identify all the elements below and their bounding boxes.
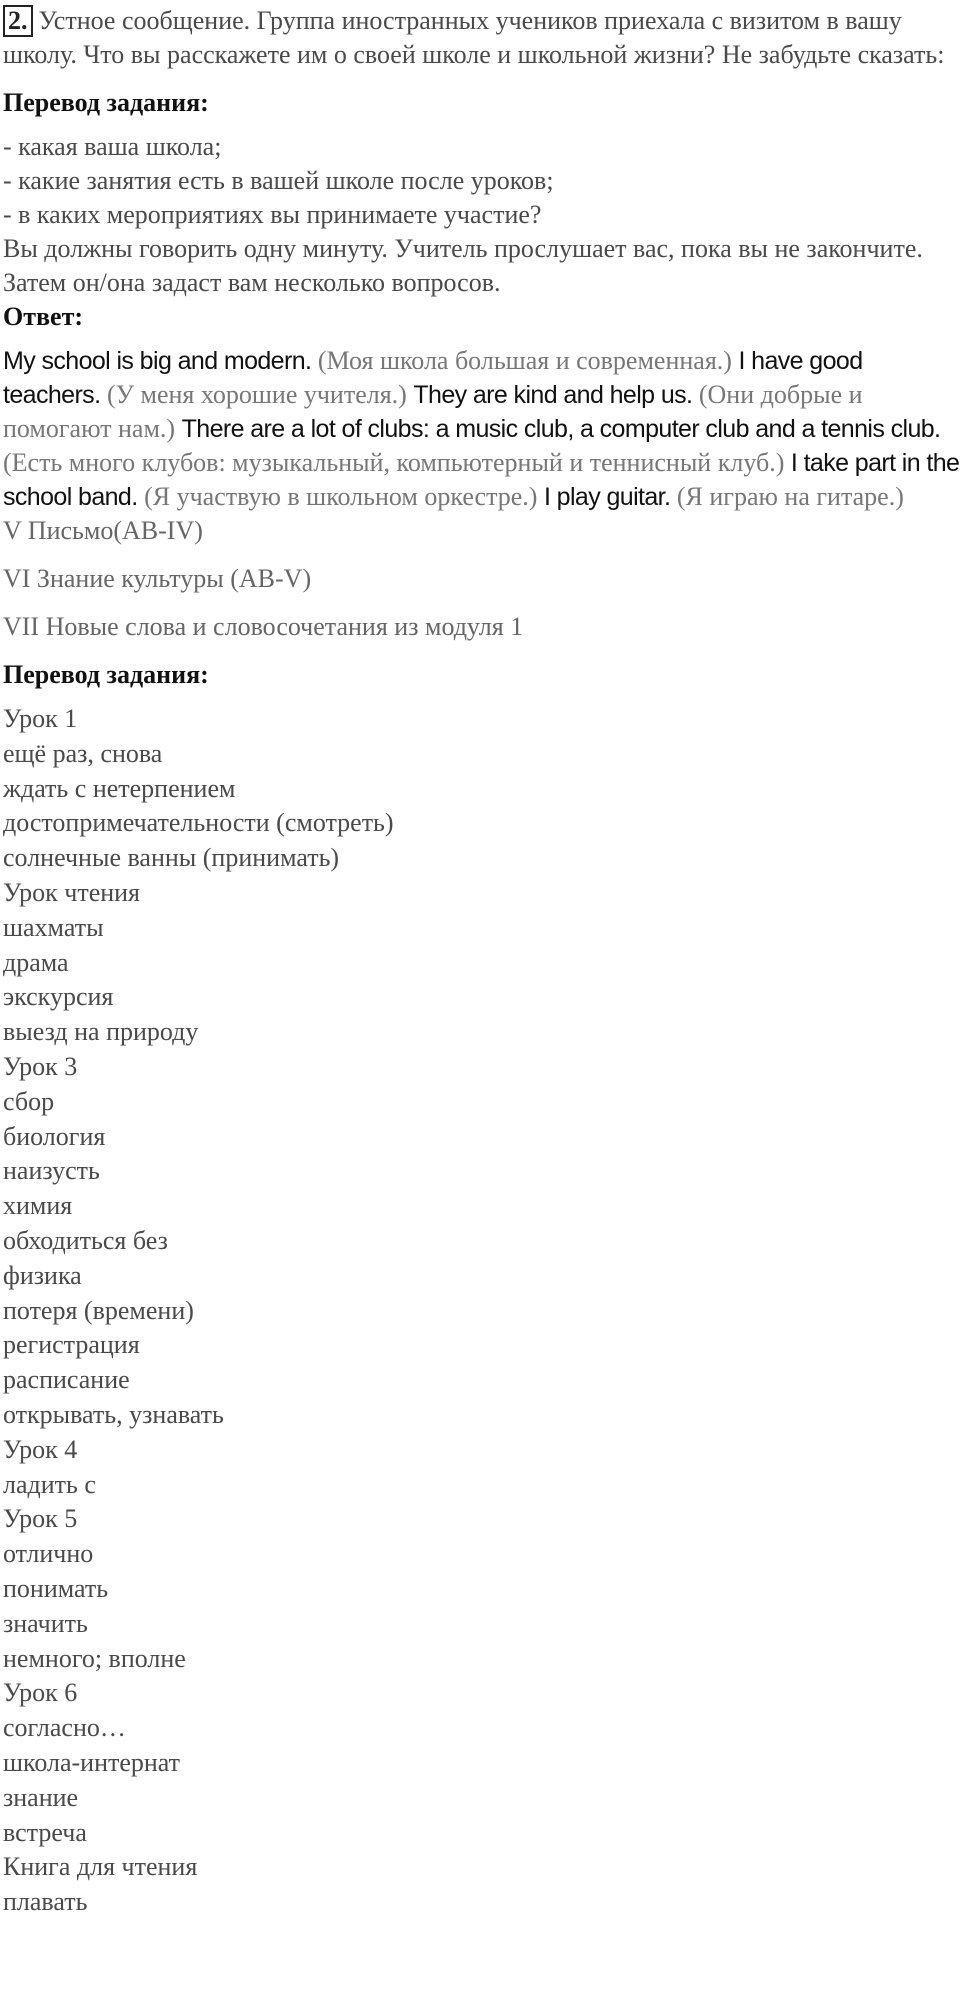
word-list-item: ладить с [3,1469,96,1499]
word-list-item: Урок 4 [3,1434,78,1464]
word-list-item: химия [3,1191,73,1221]
translation-heading-2: Перевод задания: [3,660,209,689]
word-list-item: отлично [3,1539,94,1569]
word-list-item: встреча [3,1817,87,1847]
word-list-item: выезд на природу [3,1017,199,1047]
word-list-item: экскурсия [3,982,114,1012]
section-vocabulary: VII Новые слова и словосочетания из модуля 1 [3,612,524,641]
word-list-item: значить [3,1608,88,1638]
answer-sentence-en: I play guitar. [543,483,671,511]
word-list-item: знание [3,1782,79,1812]
word-list-item: Книга для чтения [3,1852,198,1882]
answer-sentence-en: There are a lot of clubs: a music club, a computer club and a tennis club. [181,415,941,443]
answer-sentence-ru: (Я участвую в школьном оркестре.) [144,482,538,511]
word-list-item: регистрация [3,1330,140,1360]
task-instructions: Вы должны говорить одну минуту. Учитель прослушает вас, пока вы не закончите. Затем он/она задаст вам несколько вопросов. [3,234,923,297]
answer-sentence-en: They are kind and help us. [413,381,693,409]
section-culture: VI Знание культуры (AB-V) [3,564,312,593]
word-list-item: понимать [3,1573,109,1603]
word-list-item: плавать [3,1887,88,1917]
word-list-item: Урок 6 [3,1678,78,1708]
answer-sentence-en: My school is big and modern. [3,347,312,375]
answer-heading: Ответ: [3,302,84,331]
task-intro [3,4,960,72]
word-list-item: потеря (времени) [3,1295,194,1325]
word-list-item: биология [3,1121,106,1151]
word-list-item: расписание [3,1365,130,1395]
answer-sentence-ru: (Они добрые и помогают нам.) [3,380,863,443]
word-list-item: солнечные ванны (принимать) [3,843,340,873]
answer-sentence-ru: (Есть много клубов: музыкальный, компьютерный и теннисный клуб.) [3,448,785,477]
answer-text [3,344,960,514]
word-list-item: шахматы [3,912,104,942]
word-list-item: обходиться без [3,1225,168,1255]
answer-sentence-ru: (Я играю на гитаре.) [676,482,904,511]
word-list-item: ещё раз, снова [3,738,163,768]
answer-sentence-en: I have good teachers. [3,347,863,409]
word-list-item: немного; вполне [3,1643,186,1673]
word-list-item: сбор [3,1086,55,1116]
answer-sentence-en: I take part in the school band. [3,449,960,511]
word-list-item: согласно… [3,1713,126,1743]
task-point: - какая ваша школа; [3,132,222,161]
task-point: - какие занятия есть в вашей школе после уроков; [3,166,554,195]
word-list-item: Урок чтения [3,877,141,907]
section-writing: V Письмо(AB-IV) [3,516,203,545]
word-list-item: Урок 3 [3,1051,78,1081]
word-list-item: ждать с нетерпением [3,773,236,803]
word-list-item: Урок 1 [3,704,78,733]
task-intro-text: Устное сообщение. Группа иностранных учеников приехала с визитом в вашу школу. Что вы расскажете им о своей школе и школьной жизни? Не забудьте сказать: [3,6,945,69]
word-list-item: наизусть [3,1156,100,1186]
word-list-item: драма [3,947,69,977]
task-point: - в каких мероприятиях вы принимаете участие? [3,200,542,229]
word-list-item: Урок 5 [3,1504,78,1534]
word-list-item: физика [3,1260,82,1290]
word-list-item: достопримечательности (смотреть) [3,808,394,838]
translation-heading: Перевод задания: [3,88,209,117]
task-number-badge: 2. [3,5,33,37]
answer-sentence-ru: (У меня хорошие учителя.) [106,380,407,409]
task-points [3,130,960,232]
word-list-item: открывать, узнавать [3,1399,224,1429]
word-list-item: школа-интернат [3,1747,181,1777]
word-list [3,702,960,1920]
answer-sentence-ru: (Моя школа большая и современная.) [317,346,732,375]
